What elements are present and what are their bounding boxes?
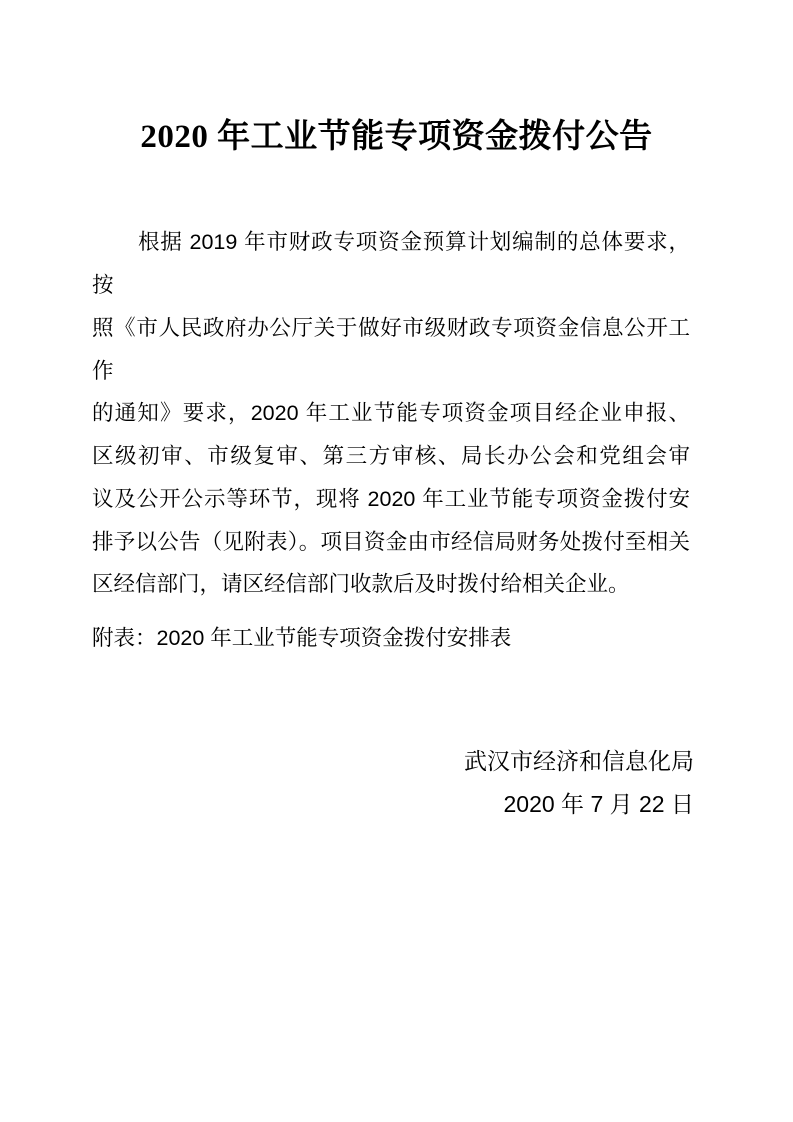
body-paragraph [0, 221, 793, 606]
body-line-4: 区级初审、市级复审、第三方审核、局长办公会和党组会审 [92, 444, 690, 469]
attachment-line: 附表：2020 年工业节能专项资金拨付安排表 [92, 626, 512, 651]
body-line-1: 根据 2019 年市财政专项资金预算计划编制的总体要求，按 [92, 230, 690, 297]
body-line-3: 的通知》要求，2020 年工业节能专项资金项目经企业申报、 [92, 401, 690, 426]
attachment-note [0, 617, 793, 660]
signature-organization: 武汉市经济和信息化局 [464, 748, 694, 775]
signature-block [0, 740, 793, 826]
document-title: 2020 年工业节能专项资金拨付公告 [140, 119, 653, 156]
body-line-5: 议及公开公示等环节，现将 2020 年工业节能专项资金拨付安 [92, 486, 690, 511]
body-line-6: 排予以公告（见附表）。项目资金由市经信局财务处拨付至相关 [92, 529, 690, 554]
body-line-7: 区经信部门，请区经信部门收款后及时拨付给相关企业。 [92, 572, 630, 597]
signature-date: 2020 年 7 月 22 日 [503, 790, 694, 817]
body-line-2: 照《市人民政府办公厅关于做好市级财政专项资金信息公开工作 [92, 315, 690, 383]
